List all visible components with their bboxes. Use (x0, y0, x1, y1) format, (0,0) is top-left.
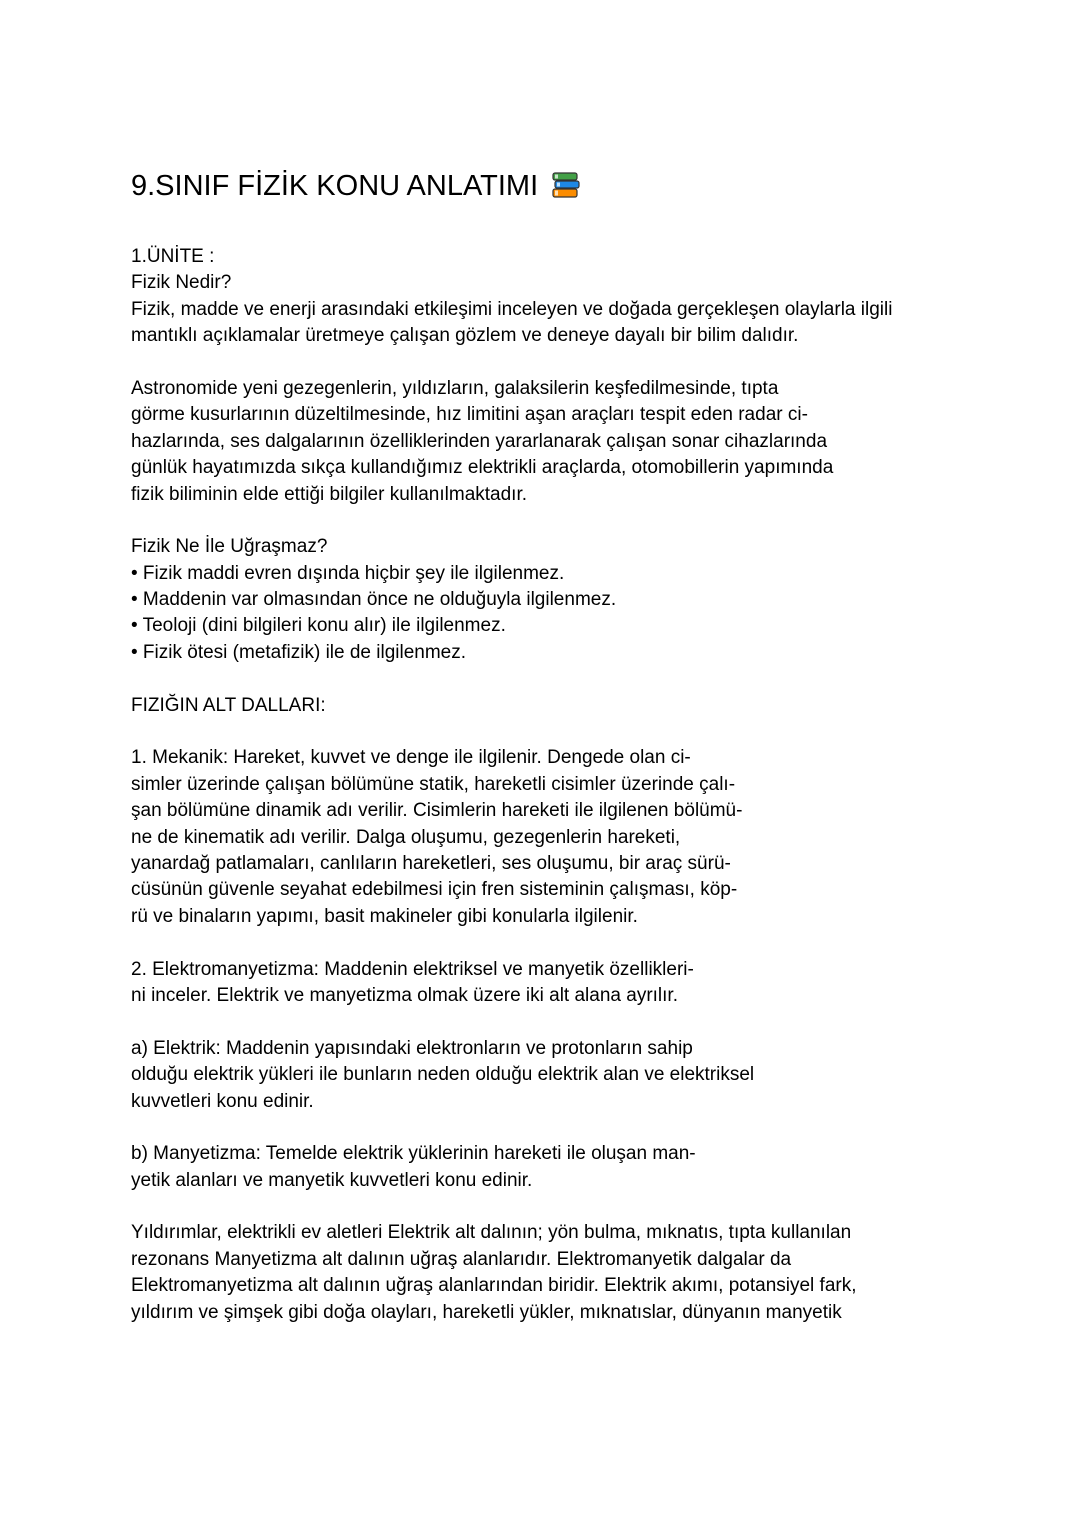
paragraph-gap (131, 719, 892, 745)
text-line: fizik biliminin elde ettiği bilgiler kullanılmaktadır. (131, 483, 528, 505)
text-line: rezonans Manyetizma alt dalının uğraş alanlarıdır. Elektromanyetik dalgalar da (131, 1248, 792, 1270)
text-line: Fizik, madde ve enerji arasındaki etkileşimi inceleyen ve doğada gerçekleşen olaylarla ilgili (131, 298, 893, 320)
text-line: a) Elektrik: Maddenin yapısındaki elektronların ve protonların sahip (131, 1037, 693, 1059)
paragraph (131, 957, 892, 1010)
paragraph-gap (131, 508, 892, 534)
text-line: • Fizik ötesi (metafizik) ile de ilgilenmez. (131, 641, 467, 663)
text-line: Yıldırımlar, elektrikli ev aletleri Elektrik alt dalının; yön bulma, mıknatıs, tıpta kullanılan (131, 1222, 852, 1244)
text-line: cüsünün güvenle seyahat edebilmesi için fren sisteminin çalışması, köp- (131, 879, 738, 901)
paragraph (131, 1220, 892, 1326)
text-line: b) Manyetizma: Temelde elektrik yüklerinin hareketi ile oluşan man- (131, 1143, 696, 1165)
text-line: yıldırım ve şimşek gibi doğa olayları, hareketli yükler, mıknatıslar, dünyanın manyetik (131, 1301, 842, 1323)
text-line: 1.ÜNİTE : (131, 246, 215, 267)
paragraph (131, 1036, 892, 1115)
document-page (131, 168, 951, 1323)
paragraph (131, 745, 892, 930)
text-line: ne de kinematik adı verilir. Dalga oluşumu, gezegenlerin hareketi, (131, 826, 681, 848)
text-line: kuvvetleri konu edinir. (131, 1090, 314, 1112)
paragraph-gap (131, 666, 892, 692)
text-line: simler üzerinde çalışan bölümüne statik, hareketli cisimler üzerinde çalı- (131, 773, 736, 795)
text-line: • Fizik maddi evren dışında hiçbir şey ile ilgilenmez. (131, 562, 565, 584)
text-line: rü ve binaların yapımı, basit makineler gibi konularla ilgilenir. (131, 905, 638, 927)
text-line: yetik alanları ve manyetik kuvvetleri konu edinir. (131, 1169, 533, 1191)
paragraph-gap (131, 1194, 892, 1220)
paragraph (131, 1141, 892, 1194)
text-line: Elektromanyetizma alt dalının uğraş alanlarından biridir. Elektrik akımı, potansiyel fark, (131, 1275, 857, 1297)
paragraph (131, 693, 892, 719)
text-line: • Teoloji (dini bilgileri konu alır) ile ilgilenmez. (131, 615, 506, 637)
title-row (131, 168, 951, 204)
text-line: Astronomide yeni gezegenlerin, yıldızların, galaksilerin keşfedilmesinde, tıpta (131, 377, 779, 399)
paragraph-gap (131, 350, 892, 376)
text-line: FIZIĞIN ALT DALLARI: (131, 694, 326, 716)
paragraph-gap (131, 1009, 892, 1035)
text-line: görme kusurlarının düzeltilmesinde, hız limitini aşan araçları tespit eden radar ci- (131, 404, 808, 426)
page-title: 9.SINIF FİZİK KONU ANLATIMI (131, 169, 539, 202)
paragraph-gap (131, 1115, 892, 1141)
text-line: 2. Elektromanyetizma: Maddenin elektriksel ve manyetik özellikleri- (131, 958, 694, 980)
text-line: günlük hayatımızda sıkça kullandığımız elektrikli araçlarda, otomobillerin yapımında (131, 457, 834, 479)
books-icon (550, 170, 582, 202)
paragraph (131, 244, 892, 350)
paragraph (131, 534, 892, 666)
text-line: Fizik Ne İle Uğraşmaz? (131, 536, 328, 558)
text-line: şan bölümüne dinamik adı verilir. Cisimlerin hareketi ile ilgilenen bölümü- (131, 800, 743, 822)
text-line: hazlarında, ses dalgalarının özelliklerinden yararlanarak çalışan sonar cihazlarında (131, 430, 828, 452)
text-line: • Maddenin var olmasından önce ne olduğuyla ilgilenmez. (131, 589, 617, 611)
text-line: ni inceler. Elektrik ve manyetizma olmak üzere iki alt alana ayrılır. (131, 984, 678, 1006)
text-line: Fizik Nedir? (131, 272, 232, 294)
text-line: 1. Mekanik: Hareket, kuvvet ve denge ile ilgilenir. Dengede olan ci- (131, 747, 691, 769)
paragraph-gap (131, 930, 892, 956)
document-body (131, 244, 892, 1326)
text-line: olduğu elektrik yükleri ile bunların neden olduğu elektrik alan ve elektriksel (131, 1064, 755, 1086)
text-line: yanardağ patlamaları, canlıların hareketleri, ses oluşumu, bir araç sürü- (131, 852, 731, 874)
paragraph (131, 376, 892, 508)
text-line: mantıklı açıklamalar üretmeye çalışan gözlem ve deneye dayalı bir bilim dalıdır. (131, 325, 799, 347)
